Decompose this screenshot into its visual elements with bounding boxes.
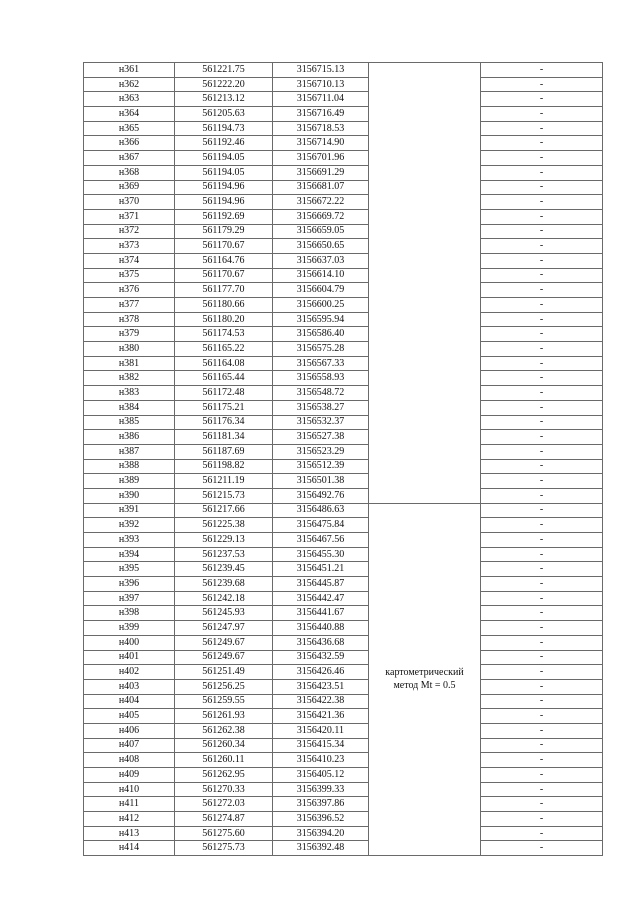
table-row [84,356,603,371]
x-coordinate-cell: 561239.45 [175,562,273,577]
note-cell: - [481,209,603,224]
y-coordinate-cell: 3156691.29 [273,165,369,180]
note-cell: - [481,474,603,489]
y-coordinate-cell: 3156492.76 [273,488,369,503]
x-coordinate-cell: 561275.60 [175,826,273,841]
y-coordinate-cell: 3156614.10 [273,268,369,283]
x-coordinate-cell: 561170.67 [175,239,273,254]
point-name-cell: н393 [84,533,175,548]
table-row [84,503,603,518]
y-coordinate-cell: 3156681.07 [273,180,369,195]
point-name-cell: н403 [84,679,175,694]
table-row [84,312,603,327]
table-row [84,107,603,122]
y-coordinate-cell: 3156405.12 [273,768,369,783]
note-cell: - [481,77,603,92]
table-row [84,121,603,136]
x-coordinate-cell: 561175.21 [175,400,273,415]
y-coordinate-cell: 3156701.96 [273,151,369,166]
y-coordinate-cell: 3156600.25 [273,298,369,313]
x-coordinate-cell: 561260.34 [175,738,273,753]
x-coordinate-cell: 561176.34 [175,415,273,430]
point-name-cell: н362 [84,77,175,92]
table-row [84,812,603,827]
table-row [84,474,603,489]
table-row [84,782,603,797]
x-coordinate-cell: 561187.69 [175,444,273,459]
point-name-cell: н364 [84,107,175,122]
note-cell: - [481,577,603,592]
x-coordinate-cell: 561180.66 [175,298,273,313]
method-cell-upper [369,63,481,504]
table-row [84,488,603,503]
y-coordinate-cell: 3156586.40 [273,327,369,342]
point-name-cell: н401 [84,650,175,665]
note-cell: - [481,709,603,724]
note-cell: - [481,753,603,768]
note-cell: - [481,298,603,313]
y-coordinate-cell: 3156575.28 [273,342,369,357]
table-row [84,694,603,709]
y-coordinate-cell: 3156604.79 [273,283,369,298]
x-coordinate-cell: 561198.82 [175,459,273,474]
x-coordinate-cell: 561221.75 [175,63,273,78]
x-coordinate-cell: 561205.63 [175,107,273,122]
x-coordinate-cell: 561192.69 [175,209,273,224]
point-name-cell: н397 [84,591,175,606]
table-row [84,650,603,665]
note-cell: - [481,826,603,841]
table-row [84,298,603,313]
y-coordinate-cell: 3156486.63 [273,503,369,518]
point-name-cell: н379 [84,327,175,342]
table-row [84,444,603,459]
note-cell: - [481,797,603,812]
x-coordinate-cell: 561170.67 [175,268,273,283]
x-coordinate-cell: 561194.05 [175,151,273,166]
note-cell: - [481,782,603,797]
x-coordinate-cell: 561192.46 [175,136,273,151]
y-coordinate-cell: 3156440.88 [273,621,369,636]
point-name-cell: н395 [84,562,175,577]
y-coordinate-cell: 3156558.93 [273,371,369,386]
note-cell: - [481,768,603,783]
point-name-cell: н368 [84,165,175,180]
point-name-cell: н366 [84,136,175,151]
table-row [84,239,603,254]
y-coordinate-cell: 3156672.22 [273,195,369,210]
point-name-cell: н361 [84,63,175,78]
x-coordinate-cell: 561174.53 [175,327,273,342]
x-coordinate-cell: 561217.66 [175,503,273,518]
note-cell: - [481,621,603,636]
y-coordinate-cell: 3156538.27 [273,400,369,415]
table-row [84,768,603,783]
y-coordinate-cell: 3156423.51 [273,679,369,694]
y-coordinate-cell: 3156442.47 [273,591,369,606]
table-row [84,283,603,298]
table-row [84,547,603,562]
point-name-cell: н407 [84,738,175,753]
x-coordinate-cell: 561262.95 [175,768,273,783]
note-cell: - [481,342,603,357]
table-row [84,165,603,180]
y-coordinate-cell: 3156445.87 [273,577,369,592]
x-coordinate-cell: 561213.12 [175,92,273,107]
point-name-cell: н372 [84,224,175,239]
point-name-cell: н376 [84,283,175,298]
y-coordinate-cell: 3156420.11 [273,723,369,738]
note-cell: - [481,694,603,709]
x-coordinate-cell: 561249.67 [175,650,273,665]
y-coordinate-cell: 3156467.56 [273,533,369,548]
y-coordinate-cell: 3156421.36 [273,709,369,724]
note-cell: - [481,665,603,680]
y-coordinate-cell: 3156659.05 [273,224,369,239]
table-row [84,826,603,841]
y-coordinate-cell: 3156548.72 [273,386,369,401]
note-cell: - [481,371,603,386]
table-row [84,268,603,283]
table-row [84,459,603,474]
point-name-cell: н391 [84,503,175,518]
point-name-cell: н399 [84,621,175,636]
table-row [84,430,603,445]
table-row [84,753,603,768]
y-coordinate-cell: 3156711.04 [273,92,369,107]
y-coordinate-cell: 3156475.84 [273,518,369,533]
y-coordinate-cell: 3156512.39 [273,459,369,474]
x-coordinate-cell: 561247.97 [175,621,273,636]
y-coordinate-cell: 3156710.13 [273,77,369,92]
note-cell: - [481,239,603,254]
y-coordinate-cell: 3156523.29 [273,444,369,459]
y-coordinate-cell: 3156451.21 [273,562,369,577]
x-coordinate-cell: 561177.70 [175,283,273,298]
note-cell: - [481,430,603,445]
table-row [84,621,603,636]
note-cell: - [481,738,603,753]
table-row [84,371,603,386]
table-row [84,224,603,239]
x-coordinate-cell: 561222.20 [175,77,273,92]
x-coordinate-cell: 561237.53 [175,547,273,562]
point-name-cell: н369 [84,180,175,195]
table-row [84,327,603,342]
table-row [84,63,603,78]
note-cell: - [481,591,603,606]
note-cell: - [481,562,603,577]
note-cell: - [481,63,603,78]
table-row [84,797,603,812]
table-row [84,77,603,92]
coordinates-table [83,62,603,856]
point-name-cell: н385 [84,415,175,430]
point-name-cell: н383 [84,386,175,401]
point-name-cell: н367 [84,151,175,166]
y-coordinate-cell: 3156422.38 [273,694,369,709]
x-coordinate-cell: 561194.96 [175,195,273,210]
y-coordinate-cell: 3156394.20 [273,826,369,841]
y-coordinate-cell: 3156532.37 [273,415,369,430]
table-row [84,400,603,415]
y-coordinate-cell: 3156718.53 [273,121,369,136]
note-cell: - [481,356,603,371]
table-row [84,253,603,268]
note-cell: - [481,180,603,195]
table-row [84,591,603,606]
table-row [84,518,603,533]
note-cell: - [481,635,603,650]
point-name-cell: н384 [84,400,175,415]
point-name-cell: н380 [84,342,175,357]
note-cell: - [481,533,603,548]
x-coordinate-cell: 561165.44 [175,371,273,386]
table-row [84,151,603,166]
table-row [84,562,603,577]
note-cell: - [481,650,603,665]
point-name-cell: н377 [84,298,175,313]
y-coordinate-cell: 3156455.30 [273,547,369,562]
note-cell: - [481,165,603,180]
point-name-cell: н370 [84,195,175,210]
note-cell: - [481,459,603,474]
point-name-cell: н381 [84,356,175,371]
note-cell: - [481,253,603,268]
x-coordinate-cell: 561251.49 [175,665,273,680]
x-coordinate-cell: 561259.55 [175,694,273,709]
x-coordinate-cell: 561225.38 [175,518,273,533]
x-coordinate-cell: 561181.34 [175,430,273,445]
point-name-cell: н382 [84,371,175,386]
y-coordinate-cell: 3156426.46 [273,665,369,680]
x-coordinate-cell: 561194.05 [175,165,273,180]
note-cell: - [481,400,603,415]
note-cell: - [481,841,603,856]
x-coordinate-cell: 561211.19 [175,474,273,489]
x-coordinate-cell: 561245.93 [175,606,273,621]
x-coordinate-cell: 561194.96 [175,180,273,195]
point-name-cell: н404 [84,694,175,709]
point-name-cell: н388 [84,459,175,474]
point-name-cell: н413 [84,826,175,841]
x-coordinate-cell: 561260.11 [175,753,273,768]
note-cell: - [481,327,603,342]
y-coordinate-cell: 3156397.86 [273,797,369,812]
point-name-cell: н409 [84,768,175,783]
table-row [84,709,603,724]
y-coordinate-cell: 3156637.03 [273,253,369,268]
y-coordinate-cell: 3156432.59 [273,650,369,665]
table-row [84,136,603,151]
y-coordinate-cell: 3156399.33 [273,782,369,797]
x-coordinate-cell: 561275.73 [175,841,273,856]
point-name-cell: н375 [84,268,175,283]
note-cell: - [481,679,603,694]
point-name-cell: н374 [84,253,175,268]
x-coordinate-cell: 561179.29 [175,224,273,239]
x-coordinate-cell: 561256.25 [175,679,273,694]
y-coordinate-cell: 3156669.72 [273,209,369,224]
y-coordinate-cell: 3156410.23 [273,753,369,768]
point-name-cell: н402 [84,665,175,680]
x-coordinate-cell: 561262.38 [175,723,273,738]
note-cell: - [481,268,603,283]
coordinates-table-body [84,63,603,856]
x-coordinate-cell: 561242.18 [175,591,273,606]
x-coordinate-cell: 561164.08 [175,356,273,371]
table-row [84,635,603,650]
note-cell: - [481,518,603,533]
note-cell: - [481,92,603,107]
point-name-cell: н373 [84,239,175,254]
note-cell: - [481,195,603,210]
table-row [84,533,603,548]
table-row [84,342,603,357]
note-cell: - [481,488,603,503]
point-name-cell: н371 [84,209,175,224]
point-name-cell: н410 [84,782,175,797]
table-row [84,723,603,738]
x-coordinate-cell: 561274.87 [175,812,273,827]
table-row [84,679,603,694]
y-coordinate-cell: 3156716.49 [273,107,369,122]
table-row [84,209,603,224]
table-row [84,577,603,592]
y-coordinate-cell: 3156527.38 [273,430,369,445]
method-cell-lower [369,503,481,856]
note-cell: - [481,606,603,621]
point-name-cell: н398 [84,606,175,621]
note-cell: - [481,386,603,401]
method-name: картометрический [385,667,464,679]
table-row [84,195,603,210]
x-coordinate-cell: 561215.73 [175,488,273,503]
y-coordinate-cell: 3156396.52 [273,812,369,827]
note-cell: - [481,312,603,327]
x-coordinate-cell: 561272.03 [175,797,273,812]
table-row [84,841,603,856]
table-row [84,386,603,401]
point-name-cell: н386 [84,430,175,445]
y-coordinate-cell: 3156441.67 [273,606,369,621]
point-name-cell: н390 [84,488,175,503]
y-coordinate-cell: 3156567.33 [273,356,369,371]
point-name-cell: н411 [84,797,175,812]
point-name-cell: н412 [84,812,175,827]
point-name-cell: н378 [84,312,175,327]
y-coordinate-cell: 3156715.13 [273,63,369,78]
table-row [84,606,603,621]
table-row [84,415,603,430]
x-coordinate-cell: 561180.20 [175,312,273,327]
y-coordinate-cell: 3156650.65 [273,239,369,254]
note-cell: - [481,224,603,239]
point-name-cell: н387 [84,444,175,459]
x-coordinate-cell: 561194.73 [175,121,273,136]
note-cell: - [481,283,603,298]
table-row [84,92,603,107]
note-cell: - [481,107,603,122]
y-coordinate-cell: 3156714.90 [273,136,369,151]
table-row [84,180,603,195]
x-coordinate-cell: 561270.33 [175,782,273,797]
y-coordinate-cell: 3156501.38 [273,474,369,489]
note-cell: - [481,415,603,430]
point-name-cell: н414 [84,841,175,856]
method-accuracy: метод Mt = 0.5 [393,680,456,692]
note-cell: - [481,723,603,738]
point-name-cell: н396 [84,577,175,592]
y-coordinate-cell: 3156392.48 [273,841,369,856]
x-coordinate-cell: 561172.48 [175,386,273,401]
x-coordinate-cell: 561249.67 [175,635,273,650]
y-coordinate-cell: 3156436.68 [273,635,369,650]
point-name-cell: н408 [84,753,175,768]
point-name-cell: н400 [84,635,175,650]
note-cell: - [481,503,603,518]
point-name-cell: н363 [84,92,175,107]
note-cell: - [481,121,603,136]
x-coordinate-cell: 561239.68 [175,577,273,592]
note-cell: - [481,547,603,562]
point-name-cell: н392 [84,518,175,533]
point-name-cell: н389 [84,474,175,489]
note-cell: - [481,812,603,827]
y-coordinate-cell: 3156595.94 [273,312,369,327]
x-coordinate-cell: 561261.93 [175,709,273,724]
table-row [84,665,603,680]
point-name-cell: н365 [84,121,175,136]
point-name-cell: н405 [84,709,175,724]
note-cell: - [481,136,603,151]
note-cell: - [481,151,603,166]
x-coordinate-cell: 561164.76 [175,253,273,268]
point-name-cell: н394 [84,547,175,562]
table-row [84,738,603,753]
y-coordinate-cell: 3156415.34 [273,738,369,753]
point-name-cell: н406 [84,723,175,738]
x-coordinate-cell: 561165.22 [175,342,273,357]
x-coordinate-cell: 561229.13 [175,533,273,548]
note-cell: - [481,444,603,459]
